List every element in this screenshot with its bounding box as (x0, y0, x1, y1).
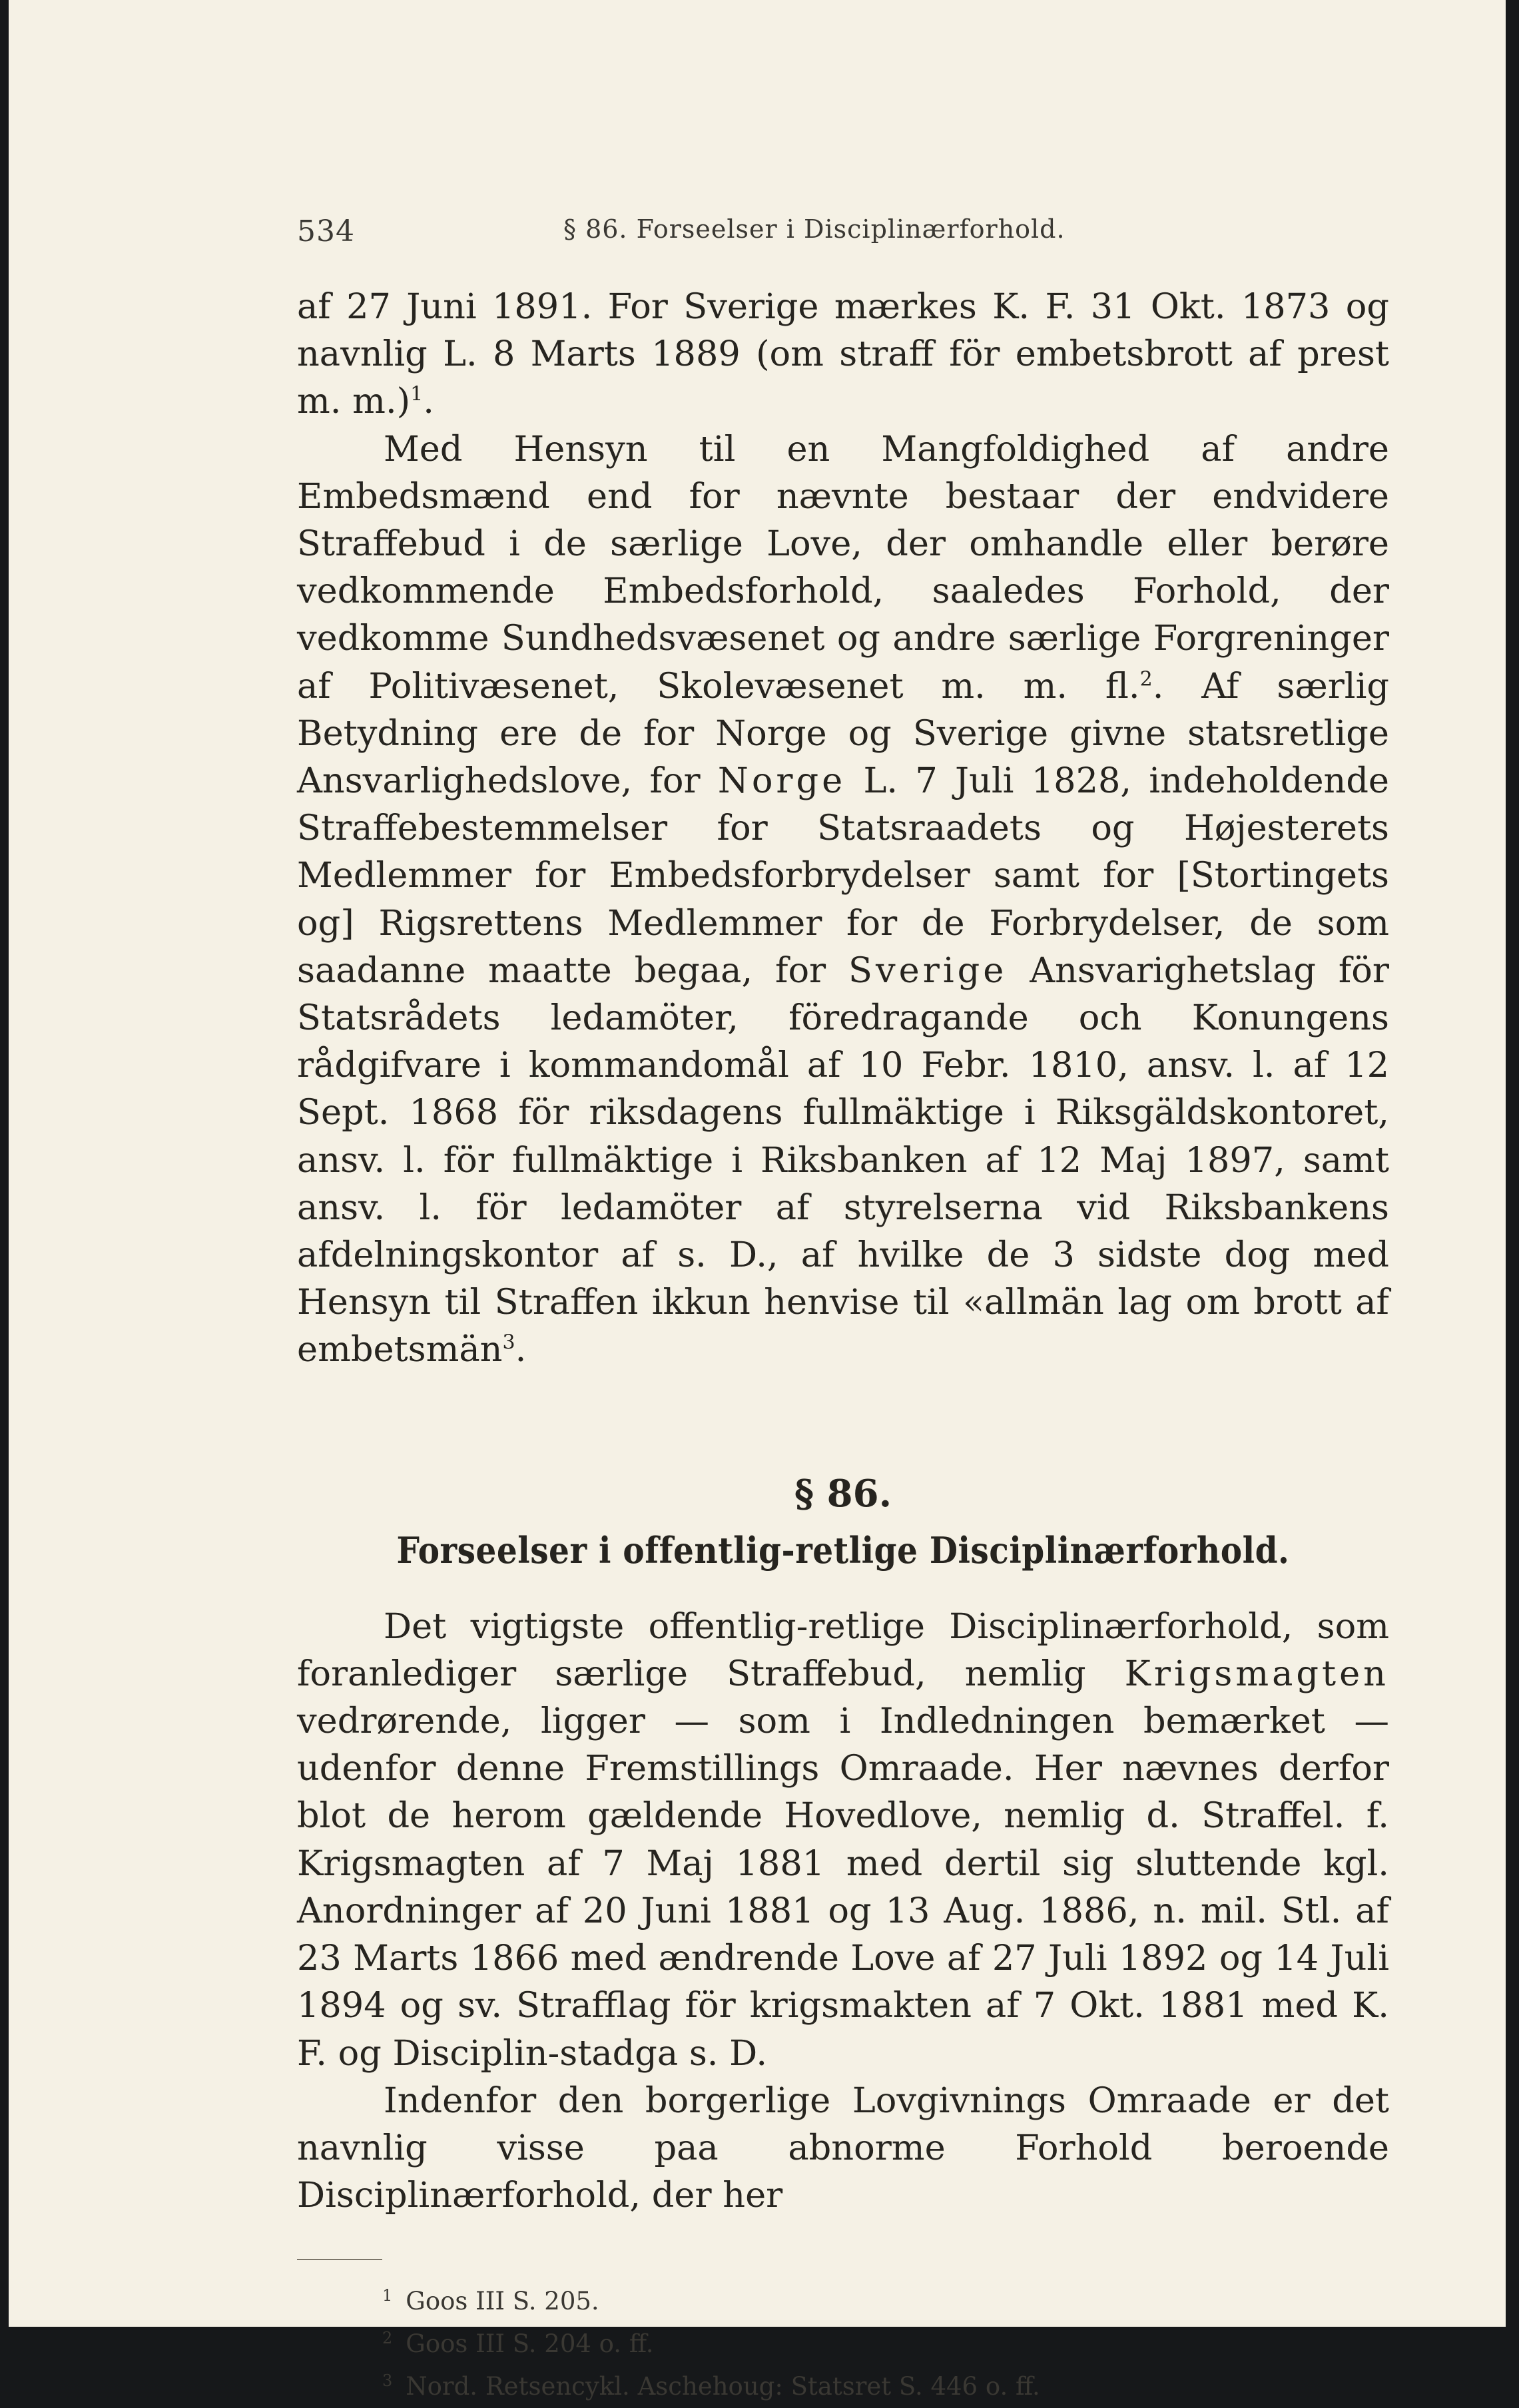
body-text (297, 283, 1389, 2408)
footnote-text: Goos III S. 204 o. ff. (406, 2329, 654, 2359)
paragraph: Indenfor den borgerlige Lovgivnings Omraade er det navnlig visse paa abnorme Forhold beroende Disciplinærforhold, der her (297, 2080, 1389, 2216)
footnote-mark: 2 (382, 2328, 393, 2347)
paragraph-text: vedrørende, ligger — som i Indledningen bemærket — udenfor denne Fremstillings Omraade. Her nævnes derfor blot de herom gældende Hovedlove, nemlig d. Straffel. f. Krigsmagten af 7 Maj 1881 med dertil sig sluttende kgl. Anordninger af 20 Juni 1881 og 13 Aug. 1886, n. mil. Stl. af 23 Marts 1866 med ændrende Love af 27 Juli 1892 og 14 Juli 1894 og sv. Strafflag för krigsmakten af 7 Okt. 1881 med K. F. og Disciplin-stadga s. D. (297, 1701, 1389, 2074)
footnote (297, 2323, 1389, 2365)
footnote-mark: 1 (382, 2285, 393, 2305)
footnote (297, 2365, 1389, 2408)
footnote-divider (297, 2259, 382, 2260)
footnote-text: Nord. Retsencykl. Aschehoug: Statsret S. 446 o. ff. (406, 2372, 1040, 2401)
emphasis-text: Sverige (848, 950, 1008, 991)
paragraph-text: Med Hensyn til en Mangfoldighed af andre Embedsmænd end for nævnte bestaar der endvidere Straffebud i de særlige Love, der omhandle eller berøre vedkommende Embedsforhold, saaledes Forhold, der vedkomme Sundhedsvæsenet og andre særlige Forgreninger af Politivæsenet, Skolevæsenet m. m. fl. (297, 428, 1389, 707)
paragraph-text: af 27 Juni 1891. For Sverige mærkes K. F. 31 Okt. 1873 og navnlig L. 8 Marts 1889 (om straff för embetsbrott af prest m. m.) (297, 286, 1389, 422)
paragraph: Med Hensyn til en Mangfoldighed af andre Embedsmænd end for nævnte bestaar der endvidere Straffebud i de særlige Love, der omhandle eller berøre vedkommende Embedsforhold, saaledes Forhold, der vedkomme Sundhedsvæsenet og andre særlige Forgreninger af Politivæsenet, Skolevæsenet m. m. fl.$^2$. Af særlig Betydning ere de for Norge og Sverige givne statsretlige Ansvarlighedslove, for Norge L. 7 Juli 1828, indeholdende Straffebestemmelser for Statsraadets og Højesterets Medlemmer for Embedsforbrydelser samt for [Stortingets og] Rigsrettens Medlemmer for de Forbrydelser, de som saadanne maatte begaa, for Sverige Ansvarighetslag för Statsrådets ledamöter, föredragande och Konungens rådgifvare i kommandomål af 10 Febr. 1810, ansv. l. af 12 Sept. 1868 för riksdagens fullmäktige i Riksgäldskontoret, ansv. l. för fullmäktige i Riksbanken af 12 Maj 1897, samt ansv. l. för ledamöter af styrelserna vid Riksbankens afdelningskontor af s. D., af hvilke de 3 sidste dog med Hensyn til Straffen ikkun henvise til «allmän lag om brott af embetsmän$^3$. (297, 428, 1389, 1370)
footnote-mark: 3 (382, 2371, 393, 2390)
section-number: § 86. (794, 1471, 892, 1516)
paragraph-text: Af særlig Betydning ere de for Norge og Sverige givne statsretlige Ansvarlighedslove, for (297, 665, 1389, 802)
footnote (297, 2280, 1389, 2323)
paragraph-text: L. 7 Juli 1828, indeholdende Straffebestemmelser for Statsraadets og Højesterets Medlemmer for Embedsforbrydelser samt for [Stortingets og] Rigsrettens Medlemmer for de Forbrydelser, de som saadanne maatte begaa, for (297, 760, 1389, 991)
page (9, 0, 1506, 2401)
paragraph-text: Det vigtigste offentlig-retlige Disciplinærforhold, som foranlediger særlige Straffebud, nemlig (297, 1606, 1389, 1694)
footnote-ref: 1 (410, 382, 424, 406)
emphasis-text: Krigsmagten (1124, 1653, 1389, 1694)
paragraph (297, 1603, 1389, 2077)
paragraph-continued: af 27 Juni 1891. For Sverige mærkes K. F. 31 Okt. 1873 og navnlig L. 8 Marts 1889 (om straff för embetsbrott af prest m. m.)$^1$. (297, 286, 1389, 422)
paragraph-text: Ansvarighetslag för Statsrådets ledamöter, föredragande och Konungens rådgifvare i kommandomål af 10 Febr. 1810, ansv. l. af 12 Sept. 1868 för riksdagens fullmäktige i Riksgäldskontoret, ansv. l. för fullmäktige i Riksbanken af 12 Maj 1897, samt ansv. l. för ledamöter af styrelserna vid Riksbankens afdelningskontor af s. D., af hvilke de 3 sidste dog med Hensyn til Straffen ikkun henvise til «allmän lag om brott af embetsmän (297, 950, 1389, 1370)
page-number: 534 (297, 214, 355, 248)
footnote-text: Goos III S. 205. (406, 2287, 599, 2316)
footnote-ref: 3 (502, 1331, 515, 1354)
footnote-ref: 2 (1139, 667, 1153, 691)
section-title: Forseelser i offentlig-retlige Disciplinærforhold. (396, 1528, 1290, 1572)
running-title: § 86. Forseelser i Disciplinærforhold. (563, 214, 1065, 244)
emphasis-text: Norge (717, 760, 846, 802)
footnotes (297, 2280, 1389, 2408)
